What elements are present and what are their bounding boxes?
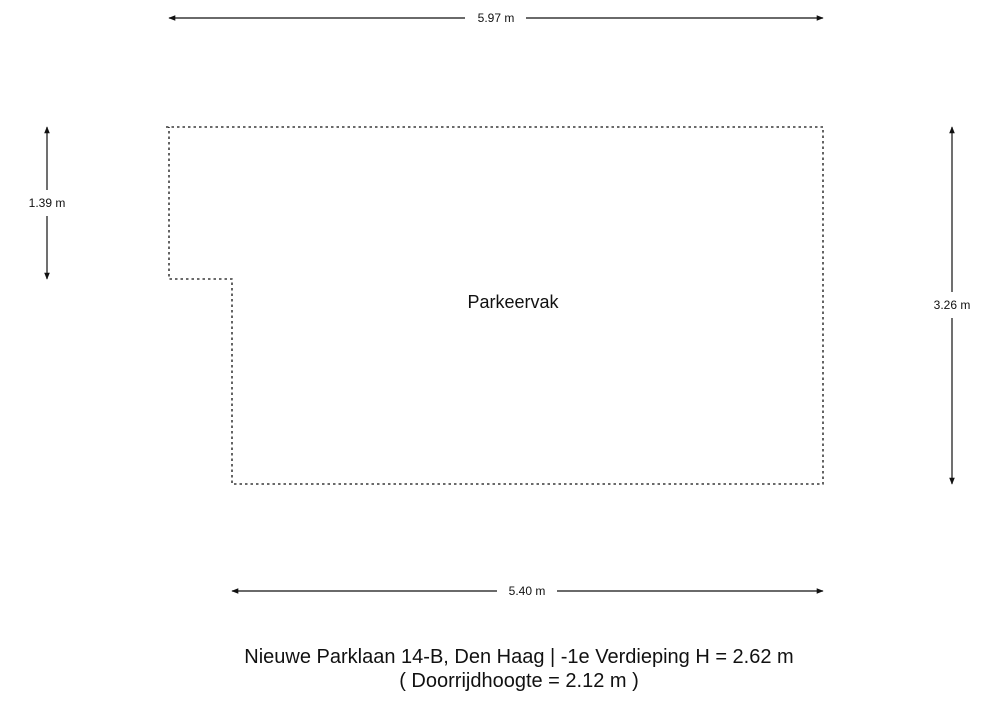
top-width-dimension [169, 11, 823, 25]
bottom-width-label: 5.40 m [508, 584, 546, 598]
caption-clearance-line: ( Doorrijdhoogte = 2.12 m ) [399, 670, 639, 692]
left-height-dimension [29, 127, 66, 279]
top-width-label: 5.97 m [477, 11, 515, 25]
left-height-label: 1.39 m [28, 196, 66, 210]
plan-caption [0, 645, 1000, 693]
room-label: Parkeervak [467, 292, 559, 312]
right-height-label: 3.26 m [933, 298, 971, 312]
right-height-dimension [934, 127, 971, 484]
caption-address-line: Nieuwe Parklaan 14-B, Den Haag | -1e Verdieping H = 2.62 m [244, 646, 794, 668]
bottom-width-dimension [232, 584, 823, 598]
